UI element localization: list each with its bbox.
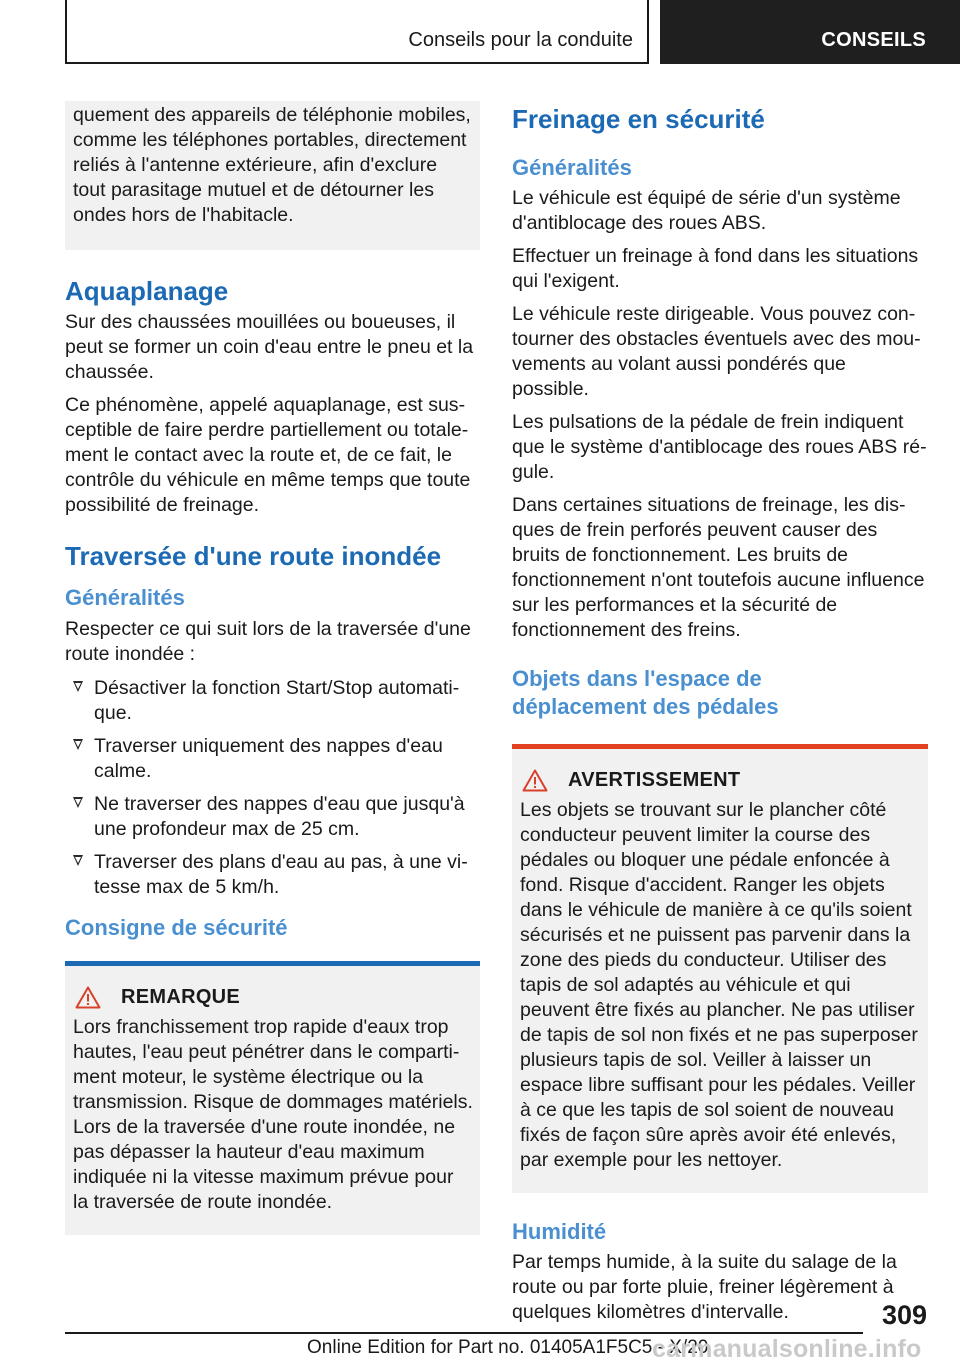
note-label: REMARQUE <box>121 986 241 1008</box>
right-column <box>512 101 928 1333</box>
aquaplanage-paragraph-1: Sur des chaussées mouillées ou boueuses, il peut se former un coin d'eau entre le pneu et la chaussée. <box>65 311 474 383</box>
section-title: Conseils pour la conduite <box>408 29 633 51</box>
edition-note: Online Edition for Part no. 01405A1F5C5 - X/20 <box>307 1337 709 1358</box>
traversee-paragraph: Respecter ce qui suit lors de la traversée d'une route inondée : <box>65 618 471 665</box>
freinage-paragraph-1: Le véhicule est équipé de série d'un système d'antiblocage des roues ABS. <box>512 187 901 234</box>
heading-consigne: Consigne de sécurité <box>65 915 288 940</box>
triangle-bullet-icon <box>73 681 83 692</box>
note-text: Lors franchissement trop rapide d'eaux trop hautes, l'eau peut pénétrer dans le compartiment moteur, le système électrique ou la transmission. Risque de dommages matériels. Lors de la traversée d'une route inondée, ne pas dépasser la hauteur d'eau maximum indiquée ni la vitesse maximum prévue pour la traversée de route inondée. <box>73 1016 473 1213</box>
warning-triangle-icon <box>75 986 101 1009</box>
warning-header <box>520 769 921 792</box>
list-item: Traverser des plans d'eau au pas, à une vitesse max de 5 km/h. <box>65 850 480 900</box>
humidite-paragraph: Par temps humide, à la suite du salage de la route ou par forte pluie, freiner légèrement à quelques kilomètres d'intervalle. <box>512 1251 897 1323</box>
heading-traversee: Traversée d'une route inondée <box>65 541 442 571</box>
warning-triangle-icon <box>522 769 548 792</box>
triangle-bullet-icon <box>73 797 83 808</box>
freinage-paragraph-3: Le véhicule reste dirigeable. Vous pouvez contourner des obstacles éventuels avec des mouvements au volant aussi pondérés que possible. <box>512 303 921 400</box>
aquaplanage-paragraph-2: Ce phénomène, appelé aquaplanage, est susceptible de faire perdre partiellement ou totalement le contact avec la route et, de ce fait, le contrôle du véhicule en même temps que toute possibilité de freinage. <box>65 394 471 516</box>
chapter-tab-label: CONSEILS <box>821 29 926 51</box>
freinage-paragraph-2: Effectuer un freinage à fond dans les situations qui l'exigent. <box>512 245 919 292</box>
warning-text: Les objets se trouvant sur le plancher côté conducteur peuvent limiter la course des pédales ou bloquer une pédale enfoncée à fond. Risque d'accident. Ranger les objets dans le véhicule de manière à ce qu'ils soient sécurisés et ne puissent pas parvenir dans la zone des pieds du conducteur. Utiliser des tapis de sol adaptés au véhicule et qui peuvent être fixés au plancher. Ne pas utiliser de tapis de sol non fixés et ne pas superposer plusieurs tapis de sol. Veiller à laisser un espace libre suffisant pour les pédales. Veiller à ce que les tapis de sol soient de nouveau fixés de façon sûre après avoir été enlevés, par exemple pour les nettoyer. <box>520 799 918 1171</box>
note-box <box>65 961 480 1235</box>
list-item: Désactiver la fonction Start/Stop automatique. <box>65 676 480 726</box>
triangle-bullet-icon <box>73 739 83 750</box>
traversee-list <box>65 676 480 900</box>
continued-text-box <box>65 101 480 250</box>
triangle-bullet-icon <box>73 855 83 866</box>
continued-text: quement des appareils de téléphonie mobiles, comme les téléphones portables, directement reliés à l'antenne extérieure, afin d'exclure tout parasitage mutuel et de détourner les ondes hors de l'habitacle. <box>73 104 471 226</box>
left-column <box>65 101 480 1235</box>
watermark: carmanualsonline.info <box>652 1335 922 1362</box>
subheading-generalites-right: Généralités <box>512 155 632 180</box>
heading-aquaplanage: Aquaplanage <box>65 276 229 306</box>
warning-box <box>512 744 928 1193</box>
heading-freinage: Freinage en sécurité <box>512 104 765 134</box>
heading-humidite: Humidité <box>512 1219 607 1244</box>
heading-objets: Objets dans l'espace de déplacement des pédales <box>512 666 779 719</box>
chapter-tab[interactable] <box>660 0 960 64</box>
list-item: Ne traverser des nappes d'eau que jusqu'à une profondeur max de 25 cm. <box>65 792 480 842</box>
page-number: 309 <box>881 1300 927 1330</box>
footer-divider <box>65 1332 863 1334</box>
header-frame <box>65 0 649 64</box>
freinage-paragraph-5: Dans certaines situations de freinage, les disques de frein perforés peuvent causer des bruits de fonctionnement. Les bruits de fonctionnement n'ont toutefois aucune influence sur les performances et la sécurité de fonctionnement des freins. <box>512 494 925 641</box>
note-header <box>73 986 473 1009</box>
subheading-generalites-left: Généralités <box>65 585 185 610</box>
list-item: Traverser uniquement des nappes d'eau calme. <box>65 734 480 784</box>
freinage-paragraph-4: Les pulsations de la pédale de frein indiquent que le système d'antiblocage des roues ABS régule. <box>512 411 927 483</box>
warning-label: AVERTISSEMENT <box>568 769 741 791</box>
